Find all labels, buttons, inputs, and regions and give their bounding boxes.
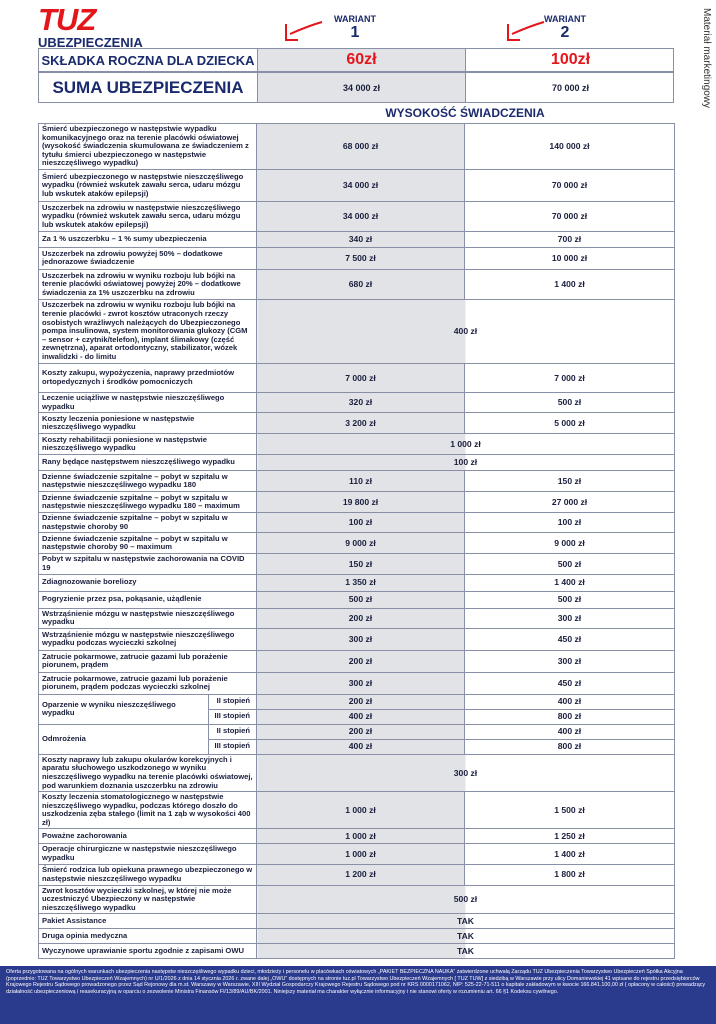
benefit-row — [39, 672, 675, 694]
benefit-value-variant-1: 150 zł — [257, 554, 465, 574]
benefit-value-both-variants: 400 zł — [257, 299, 675, 363]
benefit-value-variant-2: 70 000 zł — [465, 201, 675, 231]
benefit-value-variant-2: 300 zł — [465, 650, 675, 672]
benefit-value-variant-2: 10 000 zł — [465, 247, 675, 269]
benefit-value-variant-2: 700 zł — [465, 231, 675, 247]
benefit-value-variant-2: 1 500 zł — [465, 792, 675, 829]
benefit-description: Za 1 % uszczerbku – 1 % sumy ubezpieczenia — [39, 231, 257, 247]
benefit-description: Oparzenie w wyniku nieszczęśliwego wypadku — [39, 694, 209, 724]
sum-variant-1: 34 000 zł — [257, 73, 465, 102]
benefit-row — [39, 864, 675, 885]
benefit-description: Zatrucie pokarmowe, zatrucie gazami lub porażenie piorunem, prądem podczas wycieczki szkolnej — [39, 672, 257, 694]
benefit-value-variant-2: 100 zł — [465, 513, 675, 533]
benefit-description: Uszczerbek na zdrowiu w następstwie nieszczęśliwego wypadku (również wskutek zawału serca, udaru mózgu lub wskutek ataków epilepsji) — [39, 201, 257, 231]
benefit-value-variant-2: 1 400 zł — [465, 844, 675, 864]
degree-label: II stopień — [209, 724, 257, 739]
benefit-value-variant-1: 1 200 zł — [257, 864, 465, 885]
benefit-value-variant-1: 1 350 zł — [257, 574, 465, 591]
benefit-value-variant-2: 800 zł — [465, 739, 675, 754]
degree-label: II stopień — [209, 694, 257, 709]
benefit-value-variant-2: 500 zł — [465, 554, 675, 574]
benefit-description: Zdiagnozowanie boreliozy — [39, 574, 257, 591]
benefit-description: Koszty leczenia poniesione w następstwie nieszczęśliwego wypadku — [39, 413, 257, 434]
benefit-description: Dzienne świadczenie szpitalne – pobyt w szpitalu w następstwie choroby 90 – maximum — [39, 533, 257, 554]
benefit-row — [39, 299, 675, 363]
tuz-logo — [38, 2, 143, 50]
benefits-table — [38, 123, 675, 959]
benefit-value-variant-2: 300 zł — [465, 608, 675, 628]
benefit-value-both-variants: 500 zł — [257, 885, 675, 914]
benefit-row — [39, 363, 675, 392]
benefit-value-both-variants: TAK — [257, 914, 675, 929]
benefit-description: Dzienne świadczenie szpitalne – pobyt w szpitalu w następstwie nieszczęśliwego wypadku 180 – maximum — [39, 492, 257, 513]
benefit-description: Operacje chirurgiczne w następstwie nieszczęśliwego wypadku — [39, 844, 257, 864]
benefit-description: Wyczynowe uprawianie sportu zgodnie z zapisami OWU — [39, 944, 257, 959]
benefit-row — [39, 392, 675, 412]
benefit-description: Uszczerbek na zdrowiu powyżej 50% – dodatkowe jednorazowe świadczenie — [39, 247, 257, 269]
benefit-description: Pobyt w szpitalu w następstwie zachorowania na COVID 19 — [39, 554, 257, 574]
benefit-row — [39, 628, 675, 650]
benefit-row — [39, 533, 675, 554]
benefit-row — [39, 124, 675, 170]
benefit-row — [39, 455, 675, 471]
benefit-row — [39, 944, 675, 959]
benefit-row — [39, 513, 675, 533]
benefit-value-both-variants: 100 zł — [257, 455, 675, 471]
benefit-description: Zatrucie pokarmowe, zatrucie gazami lub porażenie piorunem, prądem — [39, 650, 257, 672]
legal-footer: Oferta przygotowana na ogólnych warunkach ubezpieczenia następstw nieszczęśliwego wypadku dzieci, młodzieży i personelu w placówkach oświatowych „PAKIET BEZPIECZNA NAUKA” zatwierdzone uchwałą Zarządu TUZ Ubezpieczenia Towarzystwo Ubezpieczeń Spółka Akcyjna (poprzednio: TUZ Towarzystwo Ubezpieczeń Wzajemnych) nr U/1/2026 z dnia 14 stycznia 2026 r. zwane dalej „OWU” dostępnych na stronie tuz.pl Towarzystwo Ubezpieczeń Wzajemnych [ TUZ TUW] z siedzibą w Warszawie przy ulicy Domaniewskiej 41 wpisane do rejestru przedsiębiorców Krajowego Rejestru Sądowego prowadzonego przez Sąd Rejonowy dla m.st. Warszawy w Warszawie, XIII Wydział Gospodarczy Krajowego Rejestru Sądowego pod nr KRS 0000171062, NIP: 525-22-71-511 o kapitale zakładowym w kwocie 166.841.100,00 zł ( opłacony w całości) prowadzący działalność ubezpieczeniową i reasekuracyjną w oparciu o zezwolenie Ministra Finansów Fl/13/89/AU/BK/2001. Niniejszy materiał ma charakter wyłącznie informacyjny i nie stanowi oferty w rozumieniu art. 66 §1 Kodeksu cywilnego. — [0, 966, 716, 1024]
benefit-description: Poważne zachorowania — [39, 829, 257, 844]
benefit-value-variant-2: 500 zł — [465, 392, 675, 412]
benefit-description: Śmierć ubezpieczonego w następstwie wypadku komunikacyjnego oraz na terenie placówki oświatowej (wysokość świadczenia skumulowana ze świadczeniem z tytułu śmierci ubezpieczonego w następstwie nieszczęśliwego wypadku) — [39, 124, 257, 170]
benefit-value-variant-2: 450 zł — [465, 628, 675, 650]
benefit-value-variant-1: 110 zł — [257, 471, 465, 492]
variant-label: WARIANT — [334, 14, 376, 24]
benefit-description: Śmierć ubezpieczonego w następstwie nieszczęśliwego wypadku (również wskutek zawału serca, udaru mózgu lub wskutek ataków epilepsji) — [39, 169, 257, 201]
benefit-row — [39, 413, 675, 434]
benefit-value-variant-1: 320 zł — [257, 392, 465, 412]
benefit-description: Wstrząśnienie mózgu w następstwie nieszczęśliwego wypadku podczas wycieczki szkolnej — [39, 628, 257, 650]
benefit-row — [39, 650, 675, 672]
logo-subtitle: UBEZPIECZENIA — [38, 35, 143, 50]
benefit-value-variant-1: 300 zł — [257, 628, 465, 650]
benefit-value-variant-1: 9 000 zł — [257, 533, 465, 554]
benefit-value-variant-2: 5 000 zł — [465, 413, 675, 434]
benefit-row — [39, 792, 675, 829]
premium-row — [38, 48, 674, 72]
benefit-row — [39, 492, 675, 513]
benefit-row — [39, 829, 675, 844]
benefit-value-variant-2: 150 zł — [465, 471, 675, 492]
benefit-description: Śmierć rodzica lub opiekuna prawnego ubezpieczonego w następstwie nieszczęśliwego wypadku — [39, 864, 257, 885]
benefit-value-variant-1: 100 zł — [257, 513, 465, 533]
premium-variant-1: 60zł — [257, 49, 465, 71]
premium-variant-2: 100zł — [465, 49, 675, 71]
benefit-row — [39, 591, 675, 608]
variant-2-header — [500, 14, 630, 42]
variant-1-header — [290, 14, 420, 42]
premium-label: SKŁADKA ROCZNA DLA DZIECKA — [41, 52, 255, 68]
benefit-value-both-variants: TAK — [257, 929, 675, 944]
benefit-value-variant-1: 34 000 zł — [257, 169, 465, 201]
variant-number: 2 — [560, 24, 570, 41]
benefit-value-variant-1: 34 000 zł — [257, 201, 465, 231]
benefit-value-variant-2: 7 000 zł — [465, 363, 675, 392]
benefits-header: WYSOKOŚĆ ŚWIADCZENIA — [385, 106, 545, 120]
degree-label: III stopień — [209, 739, 257, 754]
benefit-description: Uszczerbek na zdrowiu w wyniku rozboju lub bójki na terenie placówki - zwrot kosztów utraconych rzeczy osobistych wrażliwych należących do Ubezpieczonego pompa insulinowa, system monitorowania glukozy (CGM – sensor + czytnik/telefon), implant ślimakowy (część zewnętrzna), aparat ortodontyczny, stabilizator, wózek inwalidzki - do limitu — [39, 299, 257, 363]
benefit-description: Pakiet Assistance — [39, 914, 257, 929]
degree-label: III stopień — [209, 709, 257, 724]
benefit-value-variant-2: 400 zł — [465, 724, 675, 739]
sum-insured-row — [38, 72, 674, 103]
benefit-description: Zwrot kosztów wycieczki szkolnej, w której nie może uczestniczyć Ubezpieczony w następstwie nieszczęśliwego wypadku — [39, 885, 257, 914]
benefit-value-variant-2: 400 zł — [465, 694, 675, 709]
variant-number: 1 — [350, 24, 360, 41]
benefit-value-variant-1: 680 zł — [257, 269, 465, 299]
benefit-value-variant-2: 140 000 zł — [465, 124, 675, 170]
degree-row — [39, 694, 675, 709]
benefit-value-variant-1: 1 000 zł — [257, 792, 465, 829]
benefit-row — [39, 574, 675, 591]
benefit-row — [39, 269, 675, 299]
benefit-row — [39, 554, 675, 574]
benefit-value-variant-2: 500 zł — [465, 591, 675, 608]
benefit-value-variant-1: 300 zł — [257, 672, 465, 694]
benefit-value-variant-1: 340 zł — [257, 231, 465, 247]
benefit-value-variant-2: 9 000 zł — [465, 533, 675, 554]
benefit-value-variant-1: 200 zł — [257, 694, 465, 709]
benefit-description: Wstrząśnienie mózgu w następstwie nieszczęśliwego wypadku — [39, 608, 257, 628]
benefit-value-variant-1: 7 500 zł — [257, 247, 465, 269]
benefit-value-variant-1: 400 zł — [257, 709, 465, 724]
degree-row — [39, 724, 675, 739]
marketing-material-label: Materiał marketingowy — [701, 8, 712, 109]
benefit-value-variant-2: 1 800 zł — [465, 864, 675, 885]
benefit-description: Koszty leczenia stomatologicznego w następstwie nieszczęśliwego wypadku, podczas którego doszło do uszkodzenia zęba stałego (limit na 1 ząb w wysokości 400 zł) — [39, 792, 257, 829]
benefit-description: Dzienne świadczenie szpitalne – pobyt w szpitalu w następstwie nieszczęśliwego wypadku 180 — [39, 471, 257, 492]
benefit-value-variant-1: 3 200 zł — [257, 413, 465, 434]
benefit-value-both-variants: TAK — [257, 944, 675, 959]
benefit-value-both-variants: 1 000 zł — [257, 434, 675, 455]
benefit-row — [39, 929, 675, 944]
benefit-description: Uszczerbek na zdrowiu w wyniku rozboju lub bójki na terenie placówki oświatowej powyżej 20% – dodatkowe świadczenia za 1% uszczerbku na zdrowiu — [39, 269, 257, 299]
benefit-value-variant-2: 70 000 zł — [465, 169, 675, 201]
benefit-row — [39, 754, 675, 791]
benefit-description: Dzienne świadczenie szpitalne – pobyt w szpitalu w następstwie choroby 90 — [39, 513, 257, 533]
benefit-value-variant-2: 27 000 zł — [465, 492, 675, 513]
logo-wordmark: TUZ — [38, 2, 96, 37]
benefit-row — [39, 169, 675, 201]
benefit-value-variant-1: 400 zł — [257, 739, 465, 754]
variant-label: WARIANT — [544, 14, 586, 24]
benefit-row — [39, 201, 675, 231]
benefit-value-variant-1: 19 800 zł — [257, 492, 465, 513]
sum-variant-2: 70 000 zł — [465, 73, 675, 102]
benefit-description: Odmrożenia — [39, 724, 209, 754]
benefit-value-variant-2: 450 zł — [465, 672, 675, 694]
benefit-value-variant-1: 200 zł — [257, 650, 465, 672]
benefit-description: Rany będące następstwem nieszczęśliwego wypadku — [39, 455, 257, 471]
benefit-description: Koszty zakupu, wypożyczenia, naprawy przedmiotów ortopedycznych i środków pomocniczych — [39, 363, 257, 392]
benefit-row — [39, 885, 675, 914]
benefit-value-variant-2: 1 250 zł — [465, 829, 675, 844]
benefit-description: Pogryzienie przez psa, pokąsanie, użądlenie — [39, 591, 257, 608]
benefit-value-both-variants: 300 zł — [257, 754, 675, 791]
benefit-value-variant-2: 1 400 zł — [465, 269, 675, 299]
benefit-row — [39, 608, 675, 628]
benefit-row — [39, 434, 675, 455]
benefit-value-variant-1: 200 zł — [257, 724, 465, 739]
benefit-value-variant-1: 7 000 zł — [257, 363, 465, 392]
benefit-row — [39, 914, 675, 929]
benefit-value-variant-2: 1 400 zł — [465, 574, 675, 591]
benefit-value-variant-2: 800 zł — [465, 709, 675, 724]
benefit-value-variant-1: 200 zł — [257, 608, 465, 628]
sum-label: SUMA UBEZPIECZENIA — [52, 77, 244, 97]
benefit-row — [39, 471, 675, 492]
benefit-value-variant-1: 1 000 zł — [257, 844, 465, 864]
benefit-row — [39, 247, 675, 269]
benefit-description: Koszty naprawy lub zakupu okularów korekcyjnych i aparatu słuchowego uszkodzonego w wyniku nieszczęśliwego wypadku na terenie placówki oświatowej, pod warunkiem doznania uszczerbku na zdrowiu — [39, 754, 257, 791]
benefit-description: Druga opinia medyczna — [39, 929, 257, 944]
benefit-value-variant-1: 1 000 zł — [257, 829, 465, 844]
benefit-row — [39, 844, 675, 864]
benefit-row — [39, 231, 675, 247]
benefit-description: Koszty rehabilitacji poniesione w następstwie nieszczęśliwego wypadku — [39, 434, 257, 455]
benefit-description: Leczenie uciążliwe w następstwie nieszczęśliwego wypadku — [39, 392, 257, 412]
benefit-value-variant-1: 68 000 zł — [257, 124, 465, 170]
benefit-value-variant-1: 500 zł — [257, 591, 465, 608]
